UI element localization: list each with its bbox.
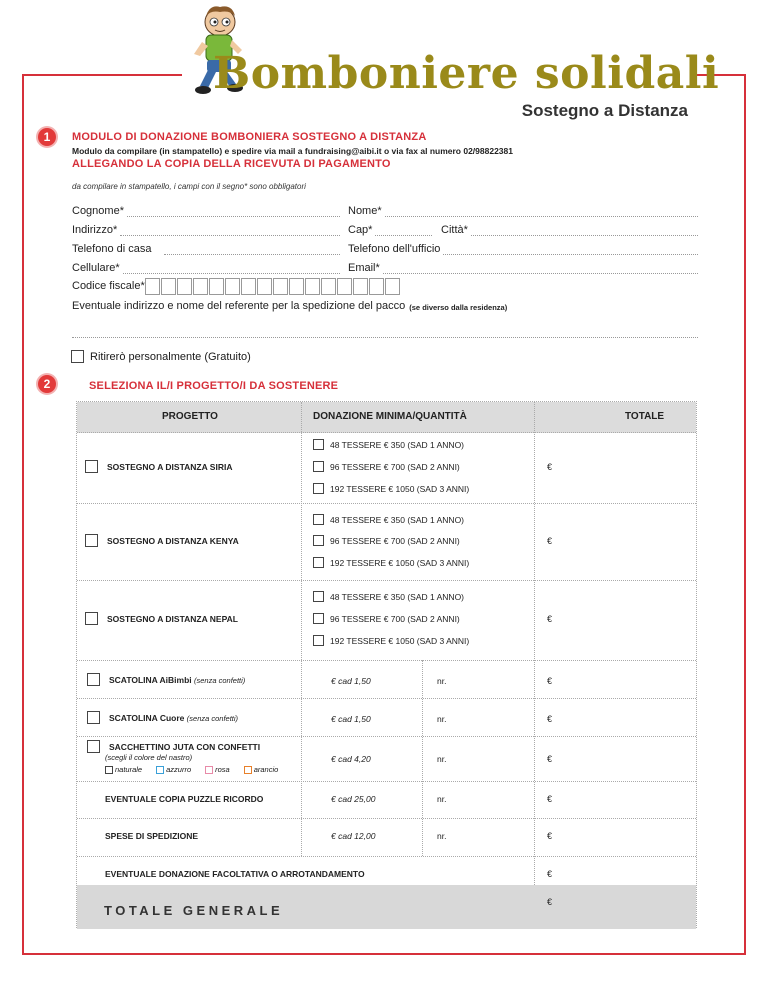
row-divider (77, 660, 696, 661)
row-divider (77, 781, 696, 782)
donazione-facoltativa-label: EVENTUALE DONAZIONE FACOLTATIVA O ARROTANDAMENTO (105, 869, 365, 879)
email-line[interactable] (383, 263, 698, 274)
option-label: 192 TESSERE € 1050 (SAD 3 ANNI) (330, 635, 470, 646)
scatolina-cuore-qty[interactable]: nr. (437, 714, 447, 724)
scatolina-aibimbi-checkbox[interactable] (87, 673, 100, 686)
option-label: 96 TESSERE € 700 (SAD 2 ANNI) (330, 535, 460, 546)
cf-box[interactable] (321, 278, 336, 295)
section1-attachment-note: ALLEGANDO LA COPIA DELLA RICEVUTA DI PAGAMENTO (72, 158, 391, 170)
spedizione-line[interactable] (72, 337, 698, 338)
option-label: 192 TESSERE € 1050 (SAD 3 ANNI) (330, 557, 470, 568)
cf-box[interactable] (177, 278, 192, 295)
scatolina-aibimbi-total[interactable]: € (547, 676, 553, 686)
cellulare-line[interactable] (123, 263, 340, 274)
puzzle-price: € cad 25,00 (331, 794, 376, 804)
color-naturale[interactable] (105, 765, 142, 774)
rosa-label: rosa (215, 765, 230, 774)
cf-box[interactable] (337, 278, 352, 295)
spedizione-total[interactable]: € (547, 831, 553, 841)
frame-top-left (22, 74, 182, 76)
cf-box[interactable] (225, 278, 240, 295)
cognome-line[interactable] (127, 206, 340, 217)
sacchettino-price: € cad 4,20 (331, 754, 371, 764)
cap-label: Cap* (348, 224, 373, 236)
header-progetto: PROGETTO (162, 411, 218, 422)
kenya-option-3[interactable] (313, 557, 469, 568)
option-label: 96 TESSERE € 700 (SAD 2 ANNI) (330, 613, 460, 624)
sacchettino-qty[interactable]: nr. (437, 754, 447, 764)
scatolina-cuore-label: SCATOLINA Cuore (109, 712, 185, 723)
telefono-casa-field[interactable] (72, 243, 340, 255)
puzzle-total[interactable]: € (547, 794, 553, 804)
kenya-label: SOSTEGNO A DISTANZA KENYA (107, 535, 239, 546)
cf-box[interactable] (241, 278, 256, 295)
nepal-option-2[interactable] (313, 613, 460, 624)
cf-box[interactable] (369, 278, 384, 295)
email-field[interactable] (348, 262, 698, 274)
frame-bottom (22, 953, 746, 955)
naturale-swatch[interactable] (105, 766, 113, 774)
indirizzo-label: Indirizzo* (72, 224, 118, 236)
indirizzo-line[interactable] (120, 225, 340, 236)
ritiro-option[interactable] (71, 350, 251, 363)
project-nepal[interactable] (85, 612, 238, 625)
row-divider (77, 503, 696, 504)
color-azzurro[interactable] (156, 765, 191, 774)
nepal-option-1[interactable] (313, 591, 464, 602)
siria-option-2[interactable] (313, 461, 460, 472)
siria-option-1[interactable] (313, 439, 464, 450)
option-checkbox[interactable] (313, 535, 324, 546)
row-divider (77, 580, 696, 581)
color-arancio[interactable] (244, 765, 279, 774)
col-divider (301, 402, 302, 856)
cf-box[interactable] (209, 278, 224, 295)
rosa-swatch[interactable] (205, 766, 213, 774)
email-label: Email* (348, 262, 380, 274)
kenya-checkbox[interactable] (85, 534, 98, 547)
cognome-field[interactable] (72, 205, 340, 217)
totale-generale-value[interactable]: € (547, 897, 553, 907)
sacchettino-label: SACCHETTINO JUTA CON CONFETTI (109, 741, 261, 752)
option-checkbox[interactable] (313, 635, 324, 646)
header-donazione: DONAZIONE MINIMA/QUANTITÀ (313, 411, 467, 422)
section1-title: MODULO DI DONAZIONE BOMBONIERA SOSTEGNO A DISTANZA (72, 131, 427, 143)
ribbon-colors (105, 765, 292, 774)
col-divider (422, 660, 423, 856)
scatolina-aibimbi[interactable] (87, 673, 245, 686)
project-siria[interactable] (85, 460, 232, 473)
option-checkbox[interactable] (313, 557, 324, 568)
arancio-swatch[interactable] (244, 766, 252, 774)
projects-table (76, 401, 697, 928)
step-1-badge: 1 (38, 128, 56, 146)
cellulare-label: Cellulare* (72, 262, 120, 274)
nome-label: Nome* (348, 205, 382, 217)
telefono-ufficio-field[interactable] (348, 243, 698, 255)
option-checkbox[interactable] (313, 483, 324, 494)
row-divider (77, 698, 696, 699)
azzurro-label: azzurro (166, 765, 192, 774)
option-checkbox[interactable] (313, 591, 324, 602)
codice-fiscale-label: Codice fiscale* (72, 280, 145, 292)
ritiro-checkbox[interactable] (71, 350, 84, 363)
puzzle (105, 794, 263, 804)
citta-label: Città* (441, 224, 468, 236)
siria-label: SOSTEGNO A DISTANZA SIRIA (107, 461, 233, 472)
indirizzo-field[interactable] (72, 224, 340, 236)
cellulare-field[interactable] (72, 262, 340, 274)
siria-option-3[interactable] (313, 483, 469, 494)
scatolina-cuore[interactable] (87, 711, 238, 724)
header-totale: TOTALE (625, 411, 665, 422)
frame-right (744, 74, 746, 954)
telefono-ufficio-label: Telefono dell'ufficio (348, 243, 441, 255)
spedizione-price: € cad 12,00 (331, 831, 376, 841)
fill-note: da compilare in stampatello, i campi con il segno* sono obbligatori (72, 182, 306, 191)
cap-line[interactable] (375, 225, 432, 236)
cognome-label: Cognome* (72, 205, 124, 217)
telefono-casa-line[interactable] (164, 244, 341, 255)
cf-box[interactable] (385, 278, 400, 295)
siria-checkbox[interactable] (85, 460, 98, 473)
spedizione-field (72, 300, 712, 312)
codice-fiscale-boxes[interactable] (145, 278, 401, 295)
ritiro-label: Ritirerò personalmente (Gratuito) (90, 350, 251, 363)
telefono-casa-label: Telefono di casa (72, 243, 152, 255)
row-divider (77, 818, 696, 819)
nome-line[interactable] (385, 206, 698, 217)
scatolina-cuore-checkbox[interactable] (87, 711, 100, 724)
nepal-total[interactable]: € (547, 614, 553, 624)
row-divider (77, 736, 696, 737)
cf-box[interactable] (353, 278, 368, 295)
scatolina-aibimbi-price: € cad 1,50 (331, 676, 371, 686)
scatolina-aibimbi-note: (senza confetti) (194, 675, 246, 685)
sacchettino[interactable] (87, 740, 260, 753)
totale-generale-label: TOTALE GENERALE (104, 903, 284, 918)
puzzle-qty[interactable]: nr. (437, 794, 447, 804)
option-label: 48 TESSERE € 350 (SAD 1 ANNO) (330, 514, 465, 525)
citta-line[interactable] (471, 225, 698, 236)
option-label: 48 TESSERE € 350 (SAD 1 ANNO) (330, 591, 465, 602)
cf-box[interactable] (305, 278, 320, 295)
brand-title: Bomboniere solidali (213, 48, 720, 99)
option-checkbox[interactable] (313, 461, 324, 472)
kenya-option-1[interactable] (313, 514, 464, 525)
cf-box[interactable] (145, 278, 160, 295)
project-kenya[interactable] (85, 534, 239, 547)
option-checkbox[interactable] (313, 514, 324, 525)
azzurro-swatch[interactable] (156, 766, 164, 774)
sacchettino-total[interactable]: € (547, 754, 553, 764)
brand-subtitle: Sostegno a Distanza (521, 101, 688, 120)
sacchettino-note: (scegli il colore del nastro) (105, 753, 193, 762)
cf-box[interactable] (161, 278, 176, 295)
option-label: 96 TESSERE € 700 (SAD 2 ANNI) (330, 461, 460, 472)
telefono-ufficio-line[interactable] (443, 244, 698, 255)
color-rosa[interactable] (205, 765, 230, 774)
spedizione-qty[interactable]: nr. (437, 831, 447, 841)
step-2-badge: 2 (38, 375, 56, 393)
cap-field[interactable] (348, 224, 432, 236)
section2-title: SELEZIONA IL/I PROGETTO/I DA SOSTENERE (89, 380, 339, 392)
kenya-total[interactable]: € (547, 536, 553, 546)
spedizione-note: (se diverso dalla residenza) (409, 303, 508, 312)
citta-field[interactable] (441, 224, 698, 236)
scatolina-cuore-note: (senza confetti) (186, 713, 239, 723)
spedizione-label: Eventuale indirizzo e nome del referente per la spedizione del pacco (72, 300, 406, 312)
col-divider (534, 402, 535, 885)
option-checkbox[interactable] (313, 613, 324, 624)
siria-total[interactable]: € (547, 462, 553, 472)
scatolina-cuore-price: € cad 1,50 (331, 714, 371, 724)
cf-box[interactable] (257, 278, 272, 295)
nome-field[interactable] (348, 205, 698, 217)
naturale-label: naturale (115, 765, 143, 774)
option-label: 48 TESSERE € 350 (SAD 1 ANNO) (330, 439, 465, 450)
scatolina-aibimbi-label: SCATOLINA AiBimbi (109, 674, 192, 685)
nepal-label: SOSTEGNO A DISTANZA NEPAL (107, 613, 238, 624)
scatolina-cuore-total[interactable]: € (547, 714, 553, 724)
section1-instructions: Modulo da compilare (in stampatello) e spedire via mail a fundraising@aibi.it o via fax al numero 02/98822381 (72, 146, 513, 156)
donazione-facoltativa (105, 869, 365, 879)
option-label: 192 TESSERE € 1050 (SAD 3 ANNI) (330, 483, 470, 494)
arancio-label: arancio (253, 765, 279, 774)
row-divider (77, 856, 696, 857)
sacchettino-checkbox[interactable] (87, 740, 100, 753)
cf-box[interactable] (289, 278, 304, 295)
codice-fiscale-label-wrap (72, 280, 144, 292)
donazione-facoltativa-total[interactable]: € (547, 869, 553, 879)
option-checkbox[interactable] (313, 439, 324, 450)
kenya-option-2[interactable] (313, 535, 460, 546)
cf-box[interactable] (193, 278, 208, 295)
cf-box[interactable] (273, 278, 288, 295)
frame-left (22, 74, 24, 954)
nepal-checkbox[interactable] (85, 612, 98, 625)
puzzle-label: EVENTUALE COPIA PUZZLE RICORDO (105, 794, 264, 804)
spedizione-label: SPESE DI SPEDIZIONE (105, 831, 199, 841)
spese-spedizione (105, 831, 198, 841)
nepal-option-3[interactable] (313, 635, 469, 646)
scatolina-aibimbi-qty[interactable]: nr. (437, 676, 447, 686)
